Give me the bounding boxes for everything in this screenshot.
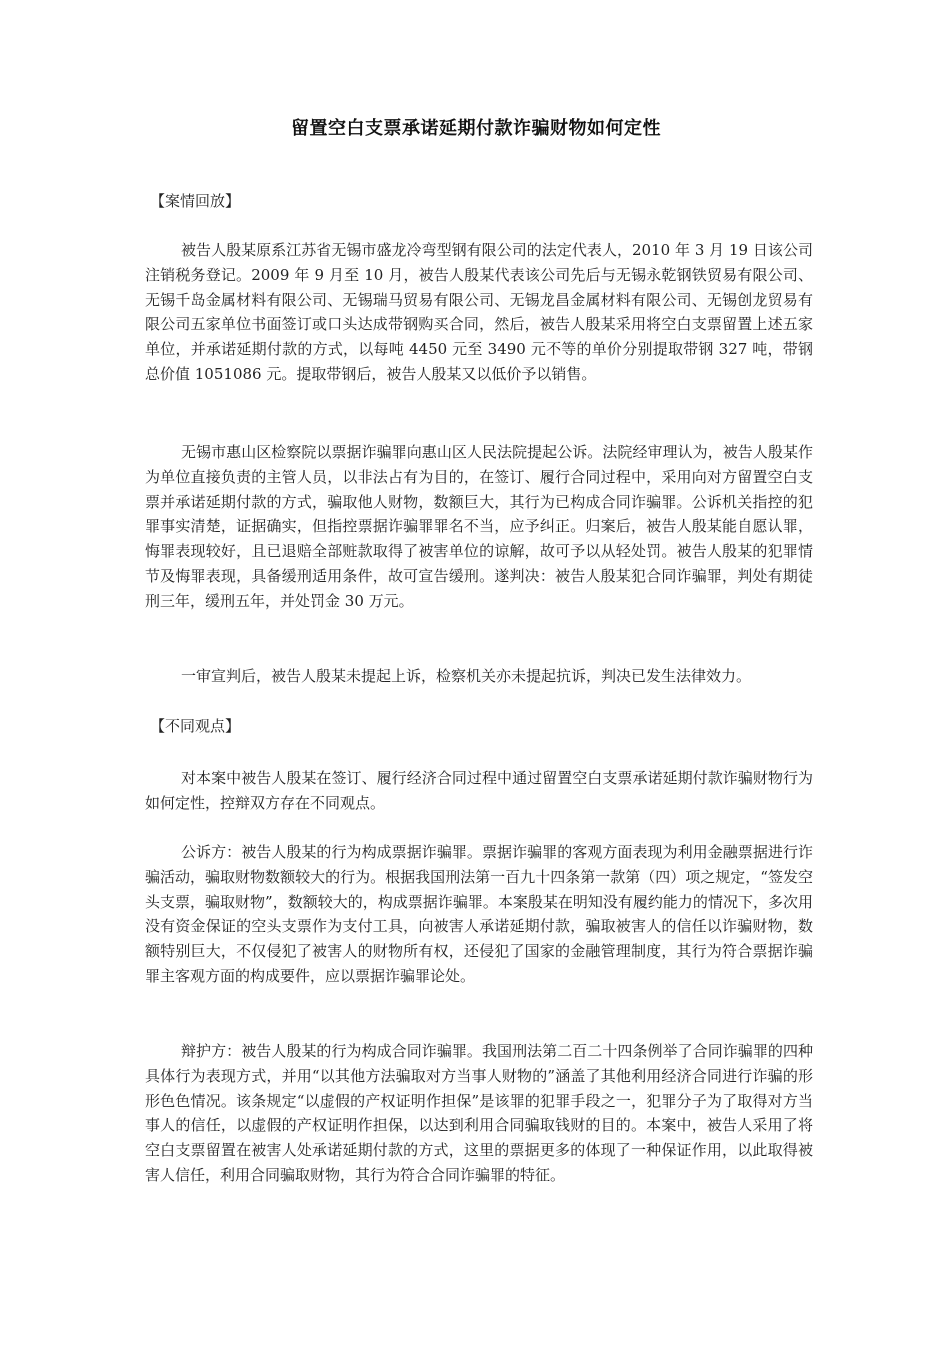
- document-title: 留置空白支票承诺延期付款诈骗财物如何定性: [291, 118, 661, 139]
- paragraph-defense-view: 辩护方：被告人殷某的行为构成合同诈骗罪。我国刑法第二百二十四条例举了合同诈骗罪的四种具体行为表现方式，并用“以其他方法骗取对方当事人财物的”涵盖了其他利用经济合同进行诈骗的形形色色情况。该条规定“以虚假的产权证明作担保”是该罪的犯罪手段之一，犯罪分子为了取得对方当事人的信任，以虚假的产权证明作担保，以达到利用合同骗取钱财的目的。本案中，被告人采用了将空白支票留置在被害人处承诺延期付款的方式，这里的票据更多的体现了一种保证作用，以此取得被害人信任，利用合同骗取财物，其行为符合合同诈骗罪的特征。: [145, 1042, 813, 1184]
- paragraph-prosecution-view: 公诉方：被告人殷某的行为构成票据诈骗罪。票据诈骗罪的客观方面表现为利用金融票据进行诈骗活动，骗取财物数额较大的行为。根据我国刑法第一百九十四条第一款第（四）项之规定，“签发空头支票，骗取财物”，数额较大的，构成票据诈骗罪。本案殷某在明知没有履约能力的情况下，多次用没有资金保证的空头支票作为支付工具，向被害人承诺延期付款，骗取被害人的信任以诈骗财物，数额特别巨大，不仅侵犯了被害人的财物所有权，还侵犯了国家的金融管理制度，其行为符合票据诈骗罪主客观方面的构成要件，应以票据诈骗罪论处。: [145, 843, 813, 985]
- paragraph-views-intro: 对本案中被告人殷某在签订、履行经济合同过程中通过留置空白支票承诺延期付款诈骗财物行为如何定性，控辩双方存在不同观点。: [145, 769, 813, 812]
- section-heading-case-review: 【案情回放】: [150, 192, 241, 210]
- section-heading-different-views: 【不同观点】: [150, 717, 241, 735]
- paragraph-judgment-effective: 一审宣判后，被告人殷某未提起上诉，检察机关亦未提起抗诉，判决已发生法律效力。: [181, 667, 752, 685]
- paragraph-court-ruling: 无锡市惠山区检察院以票据诈骗罪向惠山区人民法院提起公诉。法院经审理认为，被告人殷某作为单位直接负责的主管人员，以非法占有为目的，在签订、履行合同过程中，采用向对方留置空白支票并承诺延期付款的方式，骗取他人财物，数额巨大，其行为已构成合同诈骗罪。公诉机关指控的犯罪事实清楚，证据确实，但指控票据诈骗罪罪名不当，应予纠正。归案后，被告人殷某能自愿认罪，悔罪表现较好，且已退赔全部赃款取得了被害单位的谅解，故可予以从轻处罚。被告人殷某的犯罪情节及悔罪表现，具备缓刑适用条件，故可宣告缓刑。遂判决：被告人殷某犯合同诈骗罪，判处有期徒刑三年，缓刑五年，并处罚金 30 万元。: [145, 443, 813, 610]
- paragraph-case-facts: 被告人殷某原系江苏省无锡市盛龙冷弯型钢有限公司的法定代表人，2010 年 3 月 19 日该公司注销税务登记。2009 年 9 月至 10 月，被告人殷某代表该公司先后与无锡永乾钢铁贸易有限公司、无锡千岛金属材料有限公司、无锡瑞马贸易有限公司、无锡龙昌金属材料有限公司、无锡创龙贸易有限公司五家单位书面签订或口头达成带钢购买合同，然后，被告人殷某采用将空白支票留置上述五家单位，并承诺延期付款的方式，以每吨 4450 元至 3490 元不等的单价分别提取带钢 327 吨，带钢总价值 1051086 元。提取带钢后，被告人殷某又以低价予以销售。: [145, 241, 813, 383]
